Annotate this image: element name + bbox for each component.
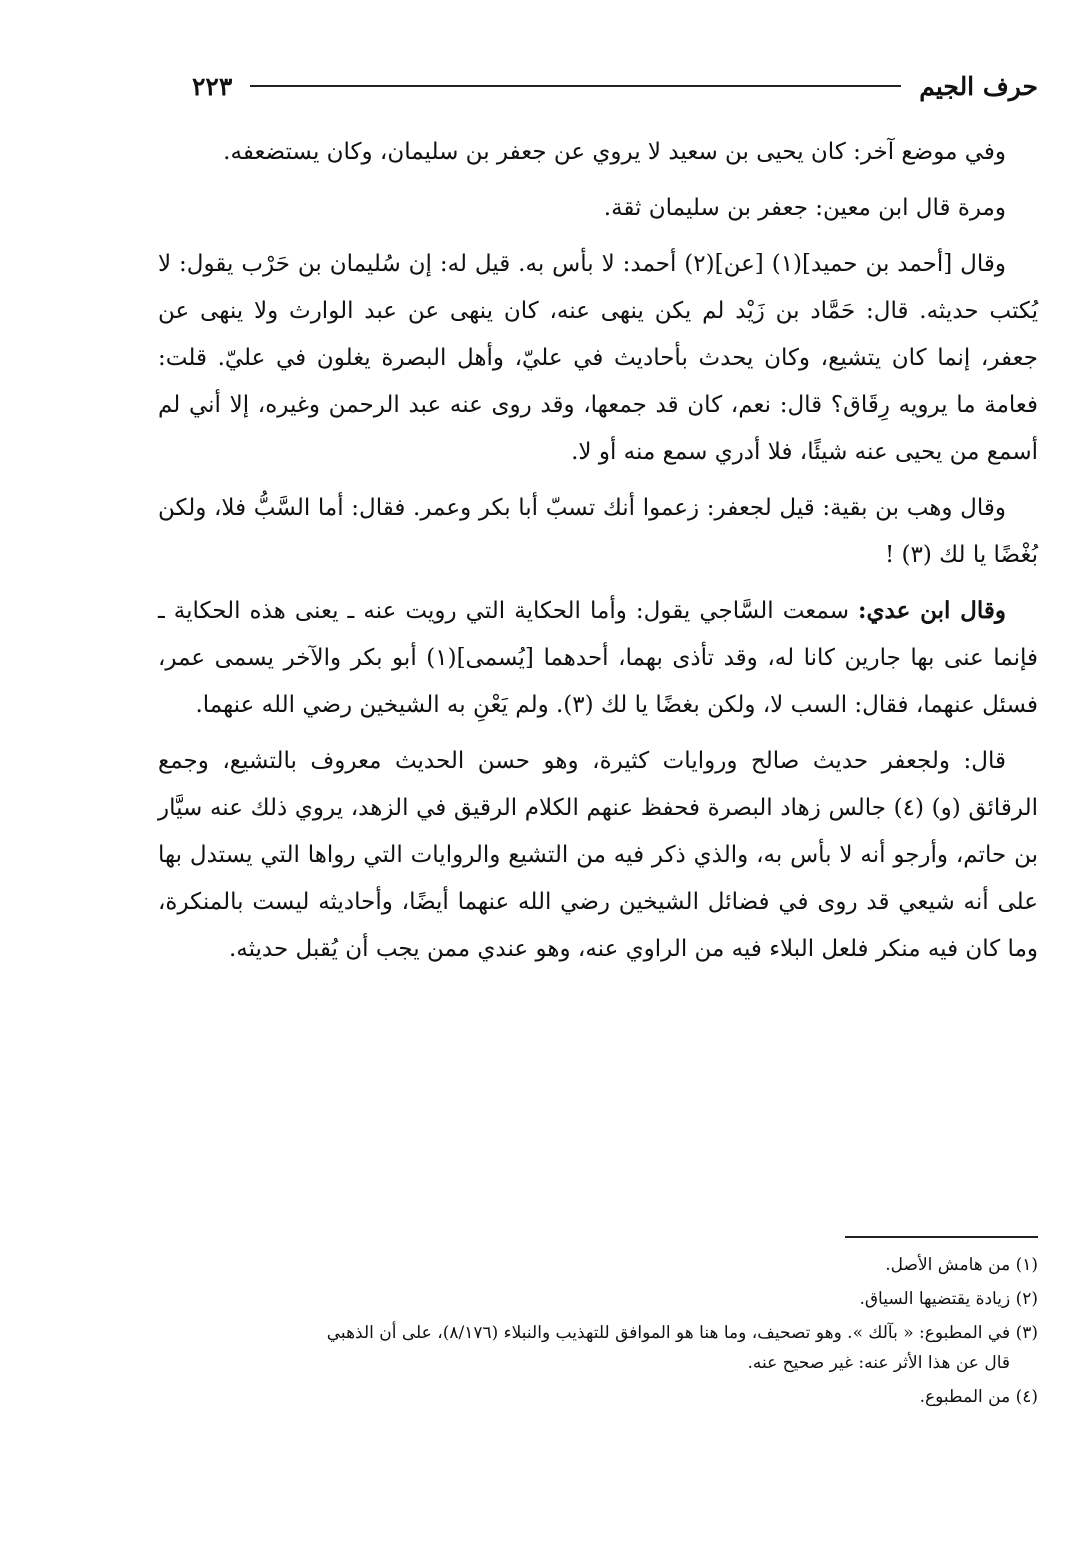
footnote: (٢) زيادة يقتضيها السياق.	[859, 1289, 1038, 1309]
page-header	[192, 66, 1038, 106]
footnote-divider	[845, 1236, 1038, 1238]
footnote: (١) من هامش الأصل.	[885, 1255, 1038, 1275]
footnote: (٤) من المطبوع.	[919, 1387, 1038, 1407]
chapter-title: حرف الجيم	[919, 71, 1038, 101]
paragraph	[158, 737, 1038, 973]
paragraph	[158, 184, 1038, 232]
paragraph-lead: وقال ابن عدي:	[858, 597, 1006, 624]
paragraph	[158, 587, 1038, 729]
paragraph	[158, 128, 1038, 176]
paragraph-text: قال: ولجعفر حديث صالح وروايات كثيرة، وهو حسن الحديث معروف بالتشيع، وجمع الرقائق (و) (٤) جالس زهاد البصرة فحفظ عنهم الكلام الرقيق في الزهد، يروي ذلك عنه سيَّار بن حاتم، وأرجو أنه لا بأس به، والذي ذكر فيه من التشيع والروايات التي رواها التي يستدل بها على أنه شيعي قد روى في فضائل الشيخين رضي الله عنهما أيضًا، وأحاديثه ليست بالمنكرة، وما كان فيه منكر فلعل البلاء فيه من الراوي عنه، وهو عندي ممن يجب أن يُقبل حديثه.	[158, 748, 1038, 962]
paragraph-text: وفي موضع آخر: كان يحيى بن سعيد لا يروي عن جعفر بن سليمان، وكان يستضعفه.	[223, 139, 1006, 165]
header-rule	[250, 85, 901, 87]
footnote: (٣) في المطبوع: « بآلك ». وهو تصحيف، وما هنا هو الموافق للتهذيب والنبلاء (٨/١٧٦)، على أن الذهبي	[326, 1323, 1038, 1343]
footnote-continuation: قال عن هذا الأثر عنه: غير صحيح عنه.	[747, 1353, 1010, 1373]
paragraph-text: وقال [أحمد بن حميد](١) [عن](٢) أحمد: لا بأس به. قيل له: إن سُليمان بن حَرْب يقول: لا يُكتب حديثه. قال: حَمَّاد بن زَيْد لم يكن ينهى عنه، كان ينهى عن عبد الوارث ولا ينهى عن جعفر، إنما كان يتشيع، وكان يحدث بأحاديث في عليّ، وأهل البصرة يغلون في عليّ. قلت: فعامة ما يرويه رِقَاق؟ قال: نعم، كان قد جمعها، وقد روى عنه عبد الرحمن وغيره، إلا أني لم أسمع من يحيى عنه شيئًا، فلا أدري سمع منه أو لا.	[158, 251, 1038, 465]
main-text	[158, 128, 1038, 981]
paragraph	[158, 240, 1038, 476]
footnotes	[158, 1250, 1038, 1416]
paragraph-text: وقال وهب بن بقية: قيل لجعفر: زعموا أنك تسبّ أبا بكر وعمر. فقال: أما السَّبُّ فلا، ولكن بُغْضًا يا لك (٣) !	[158, 495, 1038, 568]
paragraph	[158, 484, 1038, 579]
paragraph-text: سمعت السَّاجي يقول: وأما الحكاية التي رويت عنه ـ يعنى هذه الحكاية ـ فإنما عنى بها جارين كانا له، وقد تأذى بهما، أحدهما [يُسمى](١) أبو بكر والآخر يسمى عمر، فسئل عنهما، فقال: السب لا، ولكن بغضًا يا لك (٣). ولم يَعْنِ به الشيخين رضي الله عنهما.	[158, 598, 1038, 718]
page-number: ٢٢٣	[192, 71, 233, 101]
paragraph-text: ومرة قال ابن معين: جعفر بن سليمان ثقة.	[603, 195, 1006, 221]
